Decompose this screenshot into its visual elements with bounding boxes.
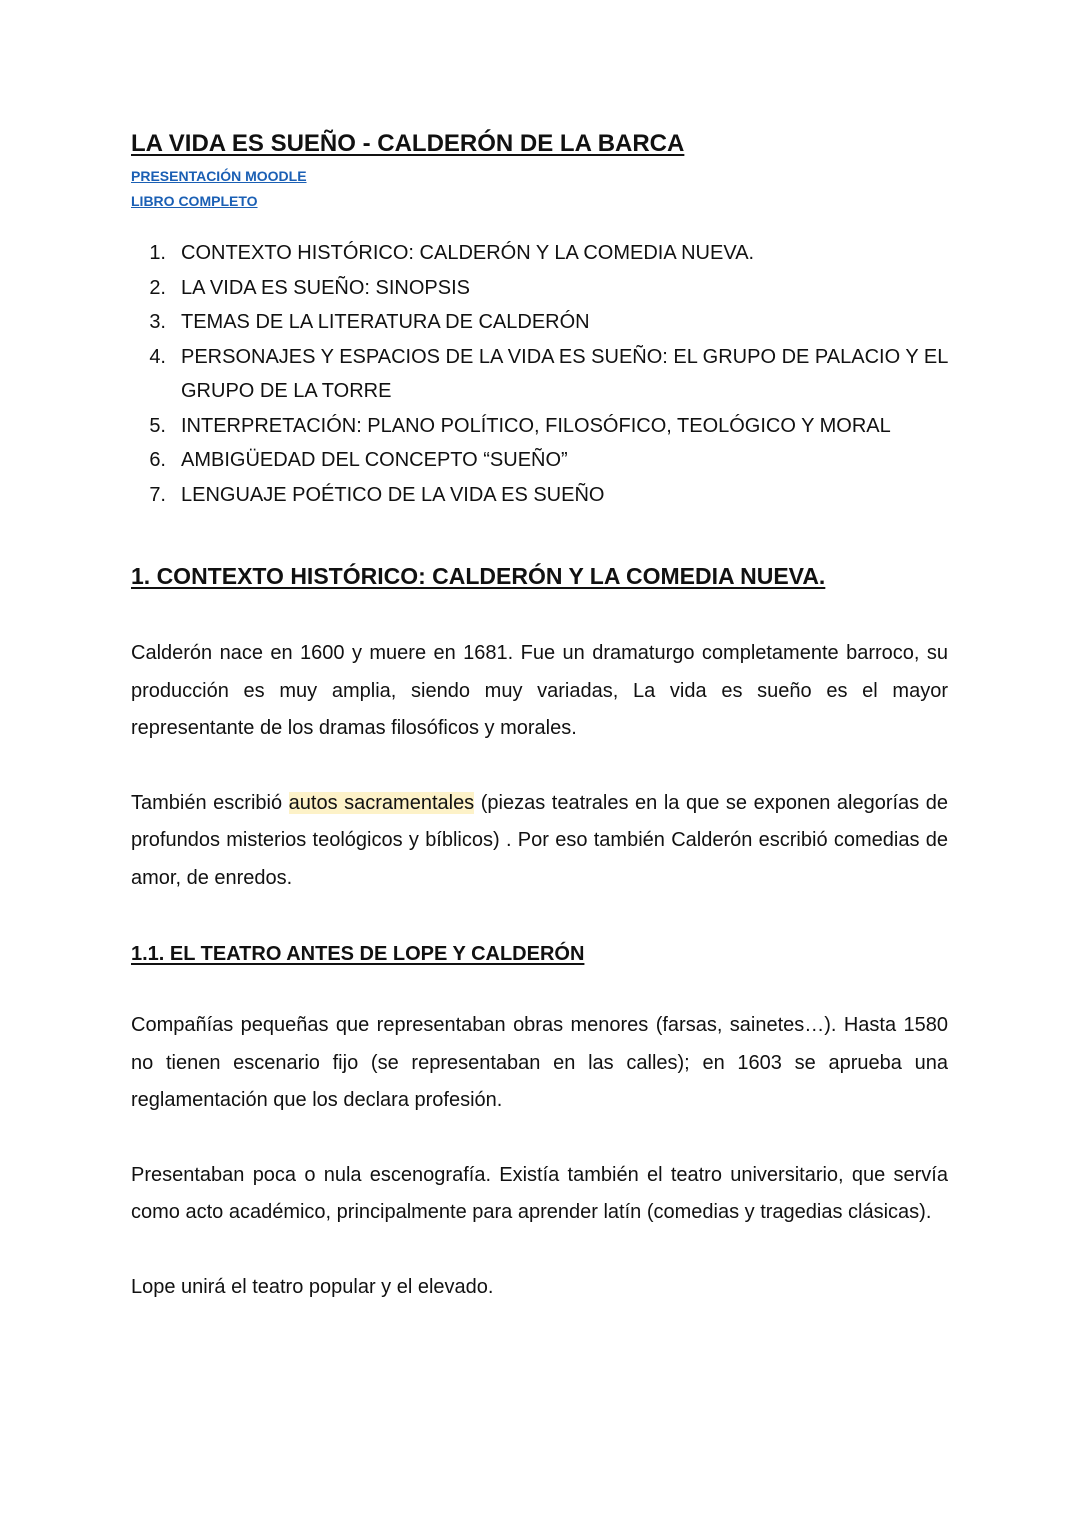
document-page — [131, 128, 948, 1306]
document-title: LA VIDA ES SUEÑO - CALDERÓN DE LA BARCA — [131, 130, 685, 157]
toc-item — [131, 340, 948, 409]
libro-completo-link[interactable]: LIBRO COMPLETO — [131, 193, 258, 209]
toc-number: 1. — [149, 242, 166, 264]
section-1-1-paragraph: Compañías pequeñas que representaban obras menores (farsas, sainetes…). Hasta 1580 no tienen escenario fijo (se representaban en las calles); en 1603 se aprueba una reglamentación que los declara profesión. — [131, 1014, 948, 1111]
toc-item — [131, 305, 948, 340]
link-list — [131, 164, 948, 214]
paragraph-text: (piezas teatrales en la que se exponen alegorías de profundos misterios teológicos y bíblicos) . Por eso también Calderón escribió comedias de amor, de enredos. — [131, 791, 948, 889]
toc-item — [131, 236, 948, 271]
toc-text: LA VIDA ES SUEÑO: SINOPSIS — [181, 276, 470, 299]
toc-text: TEMAS DE LA LITERATURA DE CALDERÓN — [181, 311, 590, 333]
toc-text: LENGUAJE POÉTICO DE LA VIDA ES SUEÑO — [181, 483, 605, 506]
section-1-paragraph — [131, 785, 948, 898]
toc-text: PERSONAJES Y ESPACIOS DE LA VIDA ES SUEÑO: EL GRUPO DE PALACIO Y EL GRUPO DE LA TORRE — [181, 345, 948, 402]
toc-item — [131, 409, 948, 444]
toc-number: 2. — [149, 276, 166, 299]
section-1-1-heading: 1.1. EL TEATRO ANTES DE LOPE Y CALDERÓN — [131, 943, 585, 965]
toc-number: 3. — [149, 311, 166, 333]
section-1-paragraph: Calderón nace en 1600 y muere en 1681. Fue un dramaturgo completamente barroco, su producción es muy amplia, siendo muy variadas, La vida es sueño es el mayor representante de los dramas filosóficos y morales. — [131, 642, 948, 739]
toc-text: INTERPRETACIÓN: PLANO POLÍTICO, FILOSÓFICO, TEOLÓGICO Y MORAL — [181, 414, 891, 437]
section-1-1-paragraph: Lope unirá el teatro popular y el elevado. — [131, 1275, 494, 1298]
toc-number: 6. — [149, 449, 166, 471]
toc-text: AMBIGÜEDAD DEL CONCEPTO “SUEÑO” — [181, 449, 568, 471]
toc-text: CONTEXTO HISTÓRICO: CALDERÓN Y LA COMEDIA NUEVA. — [181, 242, 755, 264]
toc-number: 5. — [149, 414, 166, 437]
presentacion-moodle-link[interactable]: PRESENTACIÓN MOODLE — [131, 168, 307, 184]
toc-item — [131, 271, 948, 306]
table-of-contents — [131, 236, 948, 512]
section-1-heading: 1. CONTEXTO HISTÓRICO: CALDERÓN Y LA COMEDIA NUEVA. — [131, 563, 826, 589]
toc-item — [131, 443, 948, 478]
toc-number: 7. — [149, 483, 166, 506]
highlighted-text: autos sacramentales — [288, 791, 475, 814]
paragraph-text: También escribió — [131, 791, 289, 814]
toc-item — [131, 478, 948, 513]
toc-number: 4. — [149, 345, 166, 368]
section-1-1-paragraph: Presentaban poca o nula escenografía. Existía también el teatro universitario, que servía como acto académico, principalmente para aprender latín (comedias y tragedias clásicas). — [131, 1163, 948, 1223]
